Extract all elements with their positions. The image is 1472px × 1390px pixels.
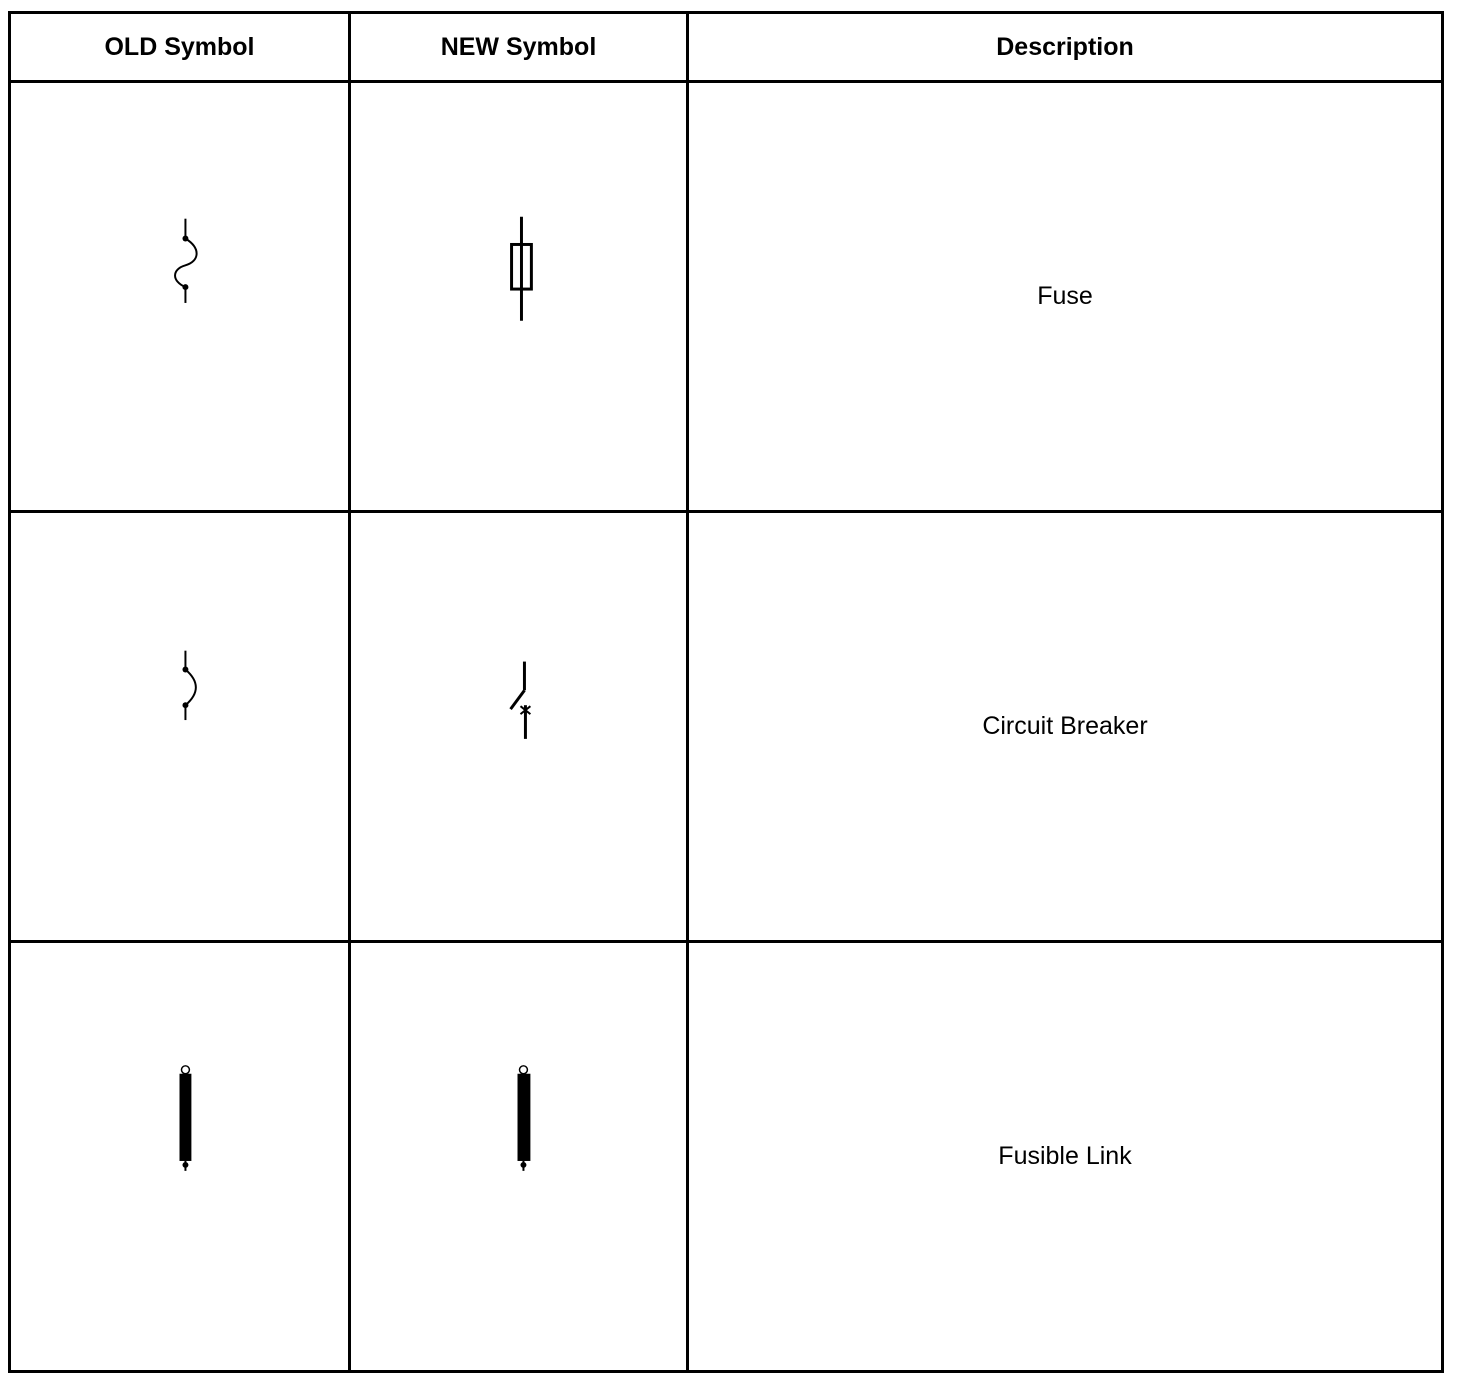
header-old-symbol: OLD Symbol bbox=[10, 13, 350, 82]
description-text: Circuit Breaker bbox=[982, 712, 1148, 740]
new-fuse-icon bbox=[351, 83, 686, 510]
symbol-comparison-table bbox=[8, 11, 1444, 1373]
table-row-fuse bbox=[10, 82, 1443, 512]
header-description: Description bbox=[688, 13, 1443, 82]
new-symbol-cell bbox=[350, 82, 688, 512]
header-row bbox=[10, 13, 1443, 82]
old-symbol-cell bbox=[10, 512, 350, 942]
old-symbol-cell bbox=[10, 82, 350, 512]
old-fuse-icon bbox=[11, 83, 348, 510]
old-symbol-cell bbox=[10, 942, 350, 1372]
table-row-circuit-breaker bbox=[10, 512, 1443, 942]
header-new-symbol: NEW Symbol bbox=[350, 13, 688, 82]
description-cell bbox=[688, 942, 1443, 1372]
description-cell bbox=[688, 82, 1443, 512]
new-circuit-breaker-icon bbox=[351, 513, 686, 940]
new-symbol-cell bbox=[350, 512, 688, 942]
description-text: Fuse bbox=[1037, 282, 1093, 310]
new-symbol-cell bbox=[350, 942, 688, 1372]
old-fusible-link-icon bbox=[11, 943, 348, 1370]
new-fusible-link-icon bbox=[351, 943, 686, 1370]
description-text: Fusible Link bbox=[998, 1142, 1132, 1170]
old-circuit-breaker-icon bbox=[11, 513, 348, 940]
table-row-fusible-link bbox=[10, 942, 1443, 1372]
description-cell bbox=[688, 512, 1443, 942]
